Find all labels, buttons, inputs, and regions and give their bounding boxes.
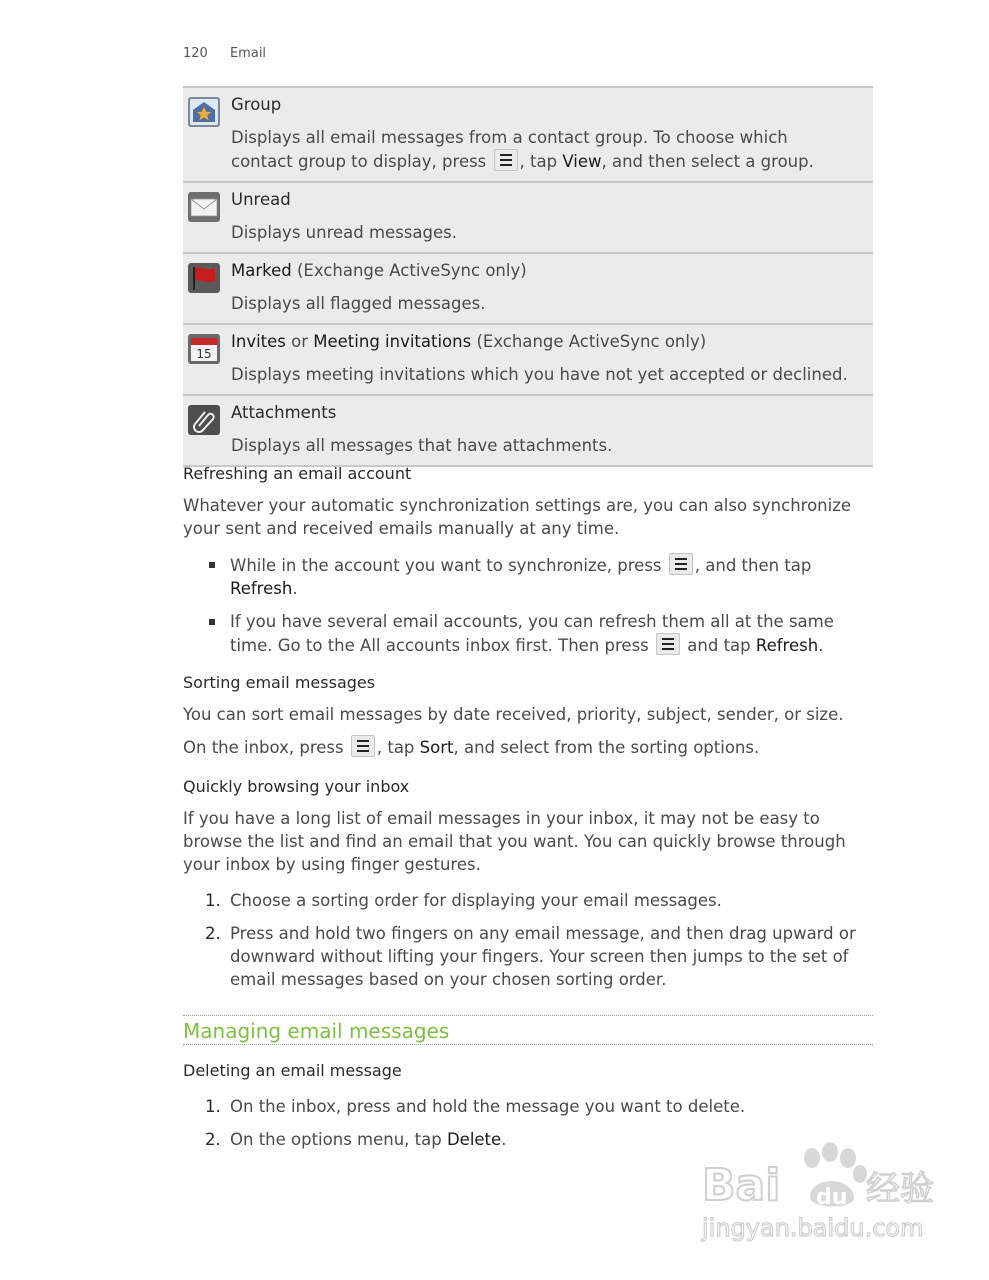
filter-desc: Displays all messages that have attachments. [231, 436, 613, 455]
browsing-steps [183, 889, 873, 991]
refresh-heading: Refreshing an email account [183, 464, 412, 483]
envelope-icon [187, 191, 221, 223]
page-number: 120 [183, 46, 208, 61]
paperclip-icon [187, 404, 221, 436]
filter-table [183, 86, 873, 467]
filter-desc: Displays all email messages from a contact group. To choose which contact group to display, press , tap View, and then select a group. [231, 128, 814, 171]
svg-text:Bai: Bai [702, 1160, 781, 1211]
bullet-item: If you have several email accounts, you can refresh them all at the same time. Go to the All accounts inbox first. Then press and tap Refresh. [183, 610, 873, 657]
filter-desc: Displays meeting invitations which you have not yet accepted or declined. [231, 365, 848, 384]
filter-note: (Exchange ActiveSync only) [291, 261, 527, 280]
browsing-intro: If you have a long list of email messages in your inbox, it may not be easy to browse the list and find an email that you want. You can quickly browse through your inbox by using finger gestures. [183, 809, 846, 874]
menu-key-icon [669, 553, 693, 575]
filter-row-invites: 15 Invites or Meeting invitations (Exchange ActiveSync only) Displays meeting invitations which you have not yet accepted or declined. [183, 325, 873, 396]
section-title: Managing email messages [183, 1015, 873, 1045]
filter-row-group [183, 88, 873, 183]
svg-text:du: du [816, 1185, 848, 1210]
step-item: 1. On the inbox, press and hold the message you want to delete. [205, 1097, 746, 1116]
filter-desc: Displays all flagged messages. [231, 294, 486, 313]
sorting-heading: Sorting email messages [183, 673, 376, 692]
page-header [183, 46, 284, 61]
main-content [183, 462, 873, 1161]
calendar-day: 15 [196, 347, 212, 361]
filter-row-marked [183, 254, 873, 325]
svg-text:jingyan.baidu.com: jingyan.baidu.com [702, 1214, 924, 1242]
calendar-icon [187, 333, 221, 365]
refresh-intro: Whatever your automatic synchronization settings are, you can also synchronize your sent and received emails manually at any time. [183, 496, 852, 538]
group-icon [187, 96, 221, 128]
step-item: 2. Press and hold two fingers on any email message, and then drag upward or downward without lifting your fingers. Your screen then jumps to the set of email messages based on your chosen sorting order. [205, 924, 856, 989]
step-item: 1. Choose a sorting order for displaying your email messages. [205, 891, 722, 910]
filter-row-attachments [183, 396, 873, 467]
filter-title: Group [231, 95, 282, 114]
bullet-item: While in the account you want to synchronize, press , and then tap Refresh. [183, 553, 873, 600]
sorting-p2: On the inbox, press , tap Sort, and select from the sorting options. [183, 735, 873, 759]
menu-key-icon [351, 735, 375, 757]
menu-key-icon [656, 633, 680, 655]
filter-title: Invites [231, 332, 286, 351]
svg-text:经验: 经验 [866, 1169, 934, 1209]
menu-key-icon [494, 149, 518, 171]
chapter-title: Email [229, 46, 267, 61]
filter-row-unread [183, 183, 873, 254]
flag-icon [187, 262, 221, 294]
delete-heading: Deleting an email message [183, 1061, 402, 1080]
filter-title: Attachments [231, 403, 337, 422]
baidu-watermark [700, 1138, 940, 1248]
filter-title: Marked [231, 261, 292, 280]
filter-note: (Exchange ActiveSync only) [471, 332, 707, 351]
step-item: 2. On the options menu, tap Delete. [205, 1130, 507, 1149]
filter-desc: Displays unread messages. [231, 223, 457, 242]
filter-title: Unread [231, 190, 291, 209]
refresh-bullets [183, 553, 873, 657]
sorting-p1: You can sort email messages by date received, priority, subject, sender, or size. [183, 705, 844, 724]
browsing-heading: Quickly browsing your inbox [183, 777, 410, 796]
